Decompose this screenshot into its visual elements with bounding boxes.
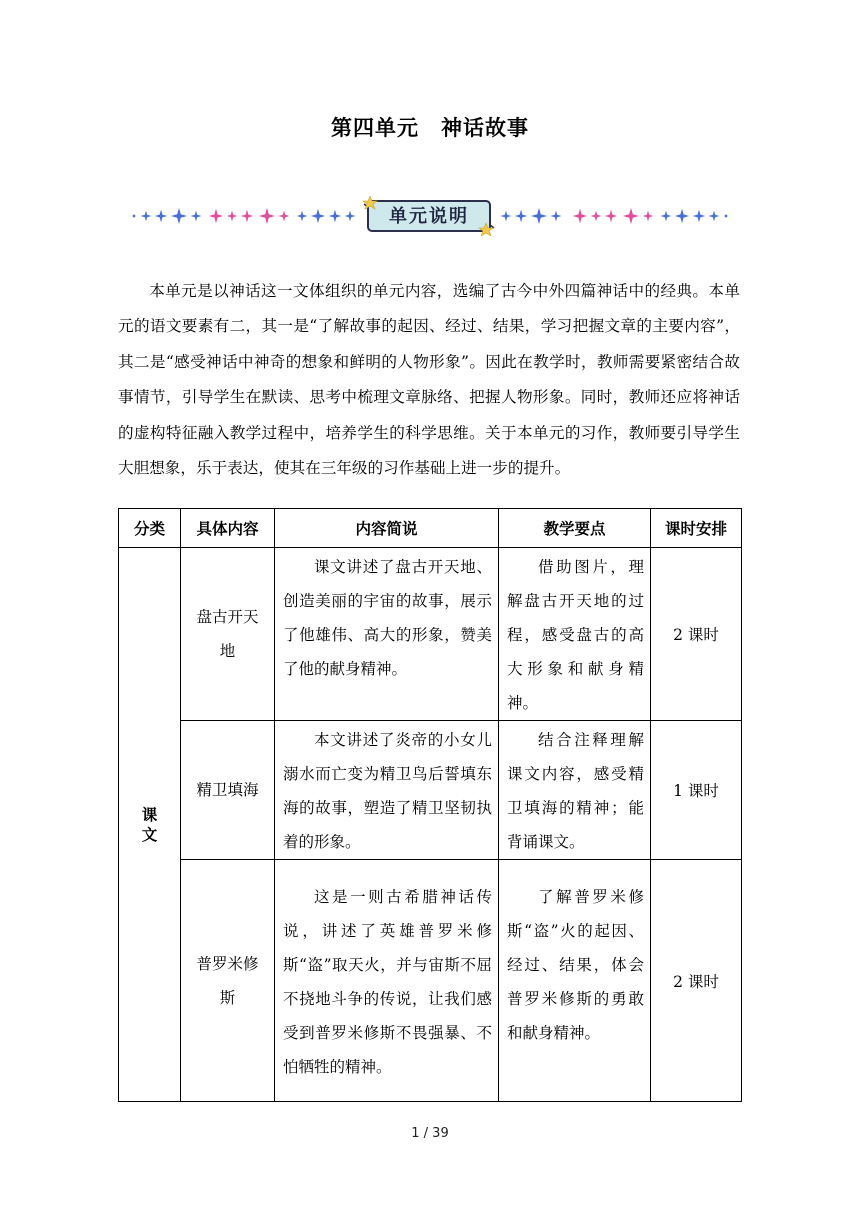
lesson-summary: 课文讲述了盘古开天地、创造美丽的宇宙的故事，展示了他雄伟、高大的形象，赞美了他的献身精神。 <box>275 548 499 721</box>
intro-paragraph: 本单元是以神话这一文体组织的单元内容，选编了古今中外四篇神话中的经典。本单元的语文要素有二，其一是“了解故事的起因、经过、结果，学习把握文章的主要内容”，其二是“感受神话中神奇的想象和鲜明的人物形象”。因此在教学时，教师需要紧密结合故事情节，引导学生在默读、思考中梳理文章脉络、把握人物形象。同时，教师还应将神话的虚构特征融入教学过程中，培养学生的科学思维。关于本单元的习作，教师要引导学生大胆想象，乐于表达，使其在三年级的习作基础上进一步的提升。 <box>118 282 740 478</box>
category-char: 课 <box>141 805 158 824</box>
header-hours: 课时安排 <box>651 509 742 548</box>
category-char: 文 <box>141 825 158 844</box>
lesson-plan-table <box>118 508 742 1102</box>
header-summary: 内容简说 <box>275 509 499 548</box>
header-teaching-points: 教学要点 <box>499 509 651 548</box>
page-number: 1 / 39 <box>411 1126 449 1141</box>
lesson-name: 盘古开天地 <box>181 548 275 721</box>
lesson-hours: 2 课时 <box>651 860 742 1102</box>
lesson-summary: 本文讲述了炎帝的小女儿溺水而亡变为精卫鸟后誓填东海的故事，塑造了精卫坚韧执着的形象。 <box>275 721 499 860</box>
table-row <box>119 860 742 1102</box>
lesson-name: 普罗米修斯 <box>181 860 275 1102</box>
lesson-hours: 2 课时 <box>651 548 742 721</box>
page-title: 第四单元 神话故事 <box>331 116 529 140</box>
table-row <box>119 721 742 860</box>
table-row <box>119 548 742 721</box>
unit-banner <box>128 196 732 236</box>
teaching-points: 借助图片，理解盘古开天地的过程，感受盘古的高大形象和献身精神。 <box>499 548 651 721</box>
lesson-hours: 1 课时 <box>651 721 742 860</box>
category-cell <box>119 548 181 1102</box>
header-category: 分类 <box>119 509 181 548</box>
table-header-row <box>119 509 742 548</box>
teaching-points: 结合注释理解课文内容，感受精卫填海的精神；能背诵课文。 <box>499 721 651 860</box>
teaching-points: 了解普罗米修斯“盗”火的起因、经过、结果，体会普罗米修斯的勇敢和献身精神。 <box>499 860 651 1102</box>
lesson-summary: 这是一则古希腊神话传说，讲述了英雄普罗米修斯“盗”取天火，并与宙斯不屈不挠地斗争的传说，让我们感受到普罗米修斯不畏强暴、不怕牺牲的精神。 <box>275 860 499 1102</box>
header-content: 具体内容 <box>181 509 275 548</box>
lesson-name: 精卫填海 <box>181 721 275 860</box>
unit-badge-label: 单元说明 <box>389 206 469 227</box>
